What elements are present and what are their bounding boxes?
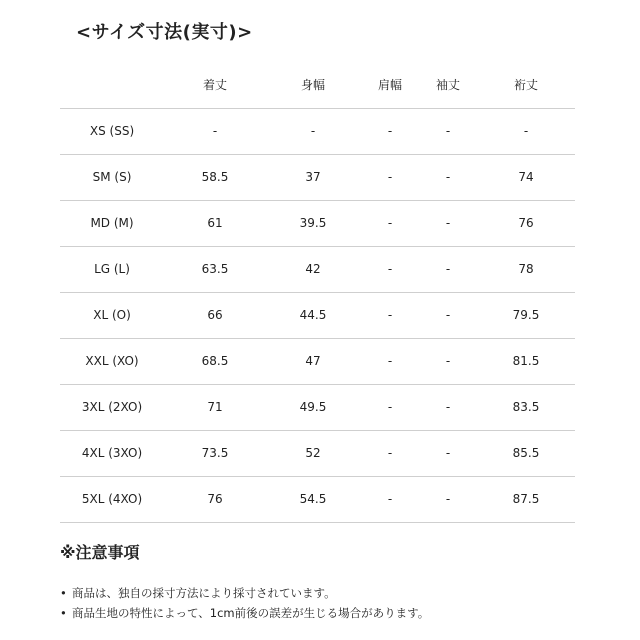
- notes-list: [60, 583, 429, 623]
- size-label-cell: LG (L): [94, 262, 130, 276]
- table-cell: 83.5: [512, 400, 540, 414]
- bullet-icon: •: [60, 606, 67, 620]
- size-label-cell: 5XL (4XO): [81, 492, 143, 506]
- table-row: [60, 109, 575, 155]
- header-cell: 肩幅: [377, 78, 403, 92]
- table-cell: -: [445, 308, 451, 322]
- size-label-cell: 3XL (2XO): [81, 400, 143, 414]
- page-title: <サイズ寸法(実寸)>: [76, 22, 253, 43]
- header-cell: 着丈: [202, 78, 228, 92]
- table-cell: 74: [518, 170, 534, 184]
- table-cell: -: [387, 216, 393, 230]
- table-cell: -: [212, 124, 218, 138]
- table-cell: -: [387, 492, 393, 506]
- table-cell: -: [445, 354, 451, 368]
- table-cell: -: [387, 124, 393, 138]
- table-row: [60, 201, 575, 247]
- table-cell: -: [445, 262, 451, 276]
- table-cell: 44.5: [299, 308, 327, 322]
- table-header-row: [60, 63, 575, 109]
- table-cell: 49.5: [299, 400, 327, 414]
- table-cell: 47: [305, 354, 321, 368]
- table-cell: 61: [207, 216, 223, 230]
- table-cell: -: [387, 400, 393, 414]
- list-item: [60, 583, 429, 603]
- table-cell: 63.5: [201, 262, 229, 276]
- table-cell: -: [387, 170, 393, 184]
- table-cell: -: [387, 262, 393, 276]
- table-row: [60, 293, 575, 339]
- table-cell: 79.5: [512, 308, 540, 322]
- table-cell: 66: [207, 308, 223, 322]
- note-text: 商品は、独自の採寸方法により採寸されています。: [72, 586, 336, 600]
- header-cell: 身幅: [300, 78, 326, 92]
- size-label-cell: 4XL (3XO): [81, 446, 143, 460]
- table-cell: 71: [207, 400, 223, 414]
- table-cell: -: [387, 354, 393, 368]
- table-cell: 42: [305, 262, 321, 276]
- size-label-cell: SM (S): [92, 170, 132, 184]
- table-cell: 76: [207, 492, 223, 506]
- table-cell: -: [523, 124, 529, 138]
- table-row: [60, 431, 575, 477]
- table-cell: 73.5: [201, 446, 229, 460]
- table-cell: -: [445, 492, 451, 506]
- note-text: 商品生地の特性によって、1cm前後の誤差が生じる場合があります。: [72, 606, 430, 620]
- table-row: [60, 155, 575, 201]
- table-cell: 68.5: [201, 354, 229, 368]
- table-cell: 87.5: [512, 492, 540, 506]
- size-label-cell: XS (SS): [89, 124, 135, 138]
- table-row: [60, 385, 575, 431]
- table-row: [60, 247, 575, 293]
- notes-title: ※注意事項: [60, 543, 140, 562]
- table-cell: -: [387, 446, 393, 460]
- table-row: [60, 477, 575, 523]
- table-row: [60, 339, 575, 385]
- header-cell: 袖丈: [435, 78, 461, 92]
- table-cell: 52: [305, 446, 321, 460]
- table-cell: 37: [305, 170, 321, 184]
- table-cell: -: [445, 400, 451, 414]
- size-label-cell: XXL (XO): [85, 354, 139, 368]
- table-cell: 58.5: [201, 170, 229, 184]
- size-table: [60, 63, 575, 523]
- table-cell: 76: [518, 216, 534, 230]
- table-cell: -: [445, 170, 451, 184]
- table-cell: 39.5: [299, 216, 327, 230]
- list-item: [60, 603, 429, 623]
- bullet-icon: •: [60, 586, 67, 600]
- size-label-cell: XL (O): [93, 308, 131, 322]
- table-cell: -: [310, 124, 316, 138]
- table-cell: 81.5: [512, 354, 540, 368]
- size-label-cell: MD (M): [90, 216, 134, 230]
- table-cell: 85.5: [512, 446, 540, 460]
- table-cell: -: [445, 124, 451, 138]
- table-cell: -: [445, 446, 451, 460]
- table-cell: -: [387, 308, 393, 322]
- table-cell: 54.5: [299, 492, 327, 506]
- header-cell: 裄丈: [513, 78, 539, 92]
- table-cell: 78: [518, 262, 534, 276]
- table-cell: -: [445, 216, 451, 230]
